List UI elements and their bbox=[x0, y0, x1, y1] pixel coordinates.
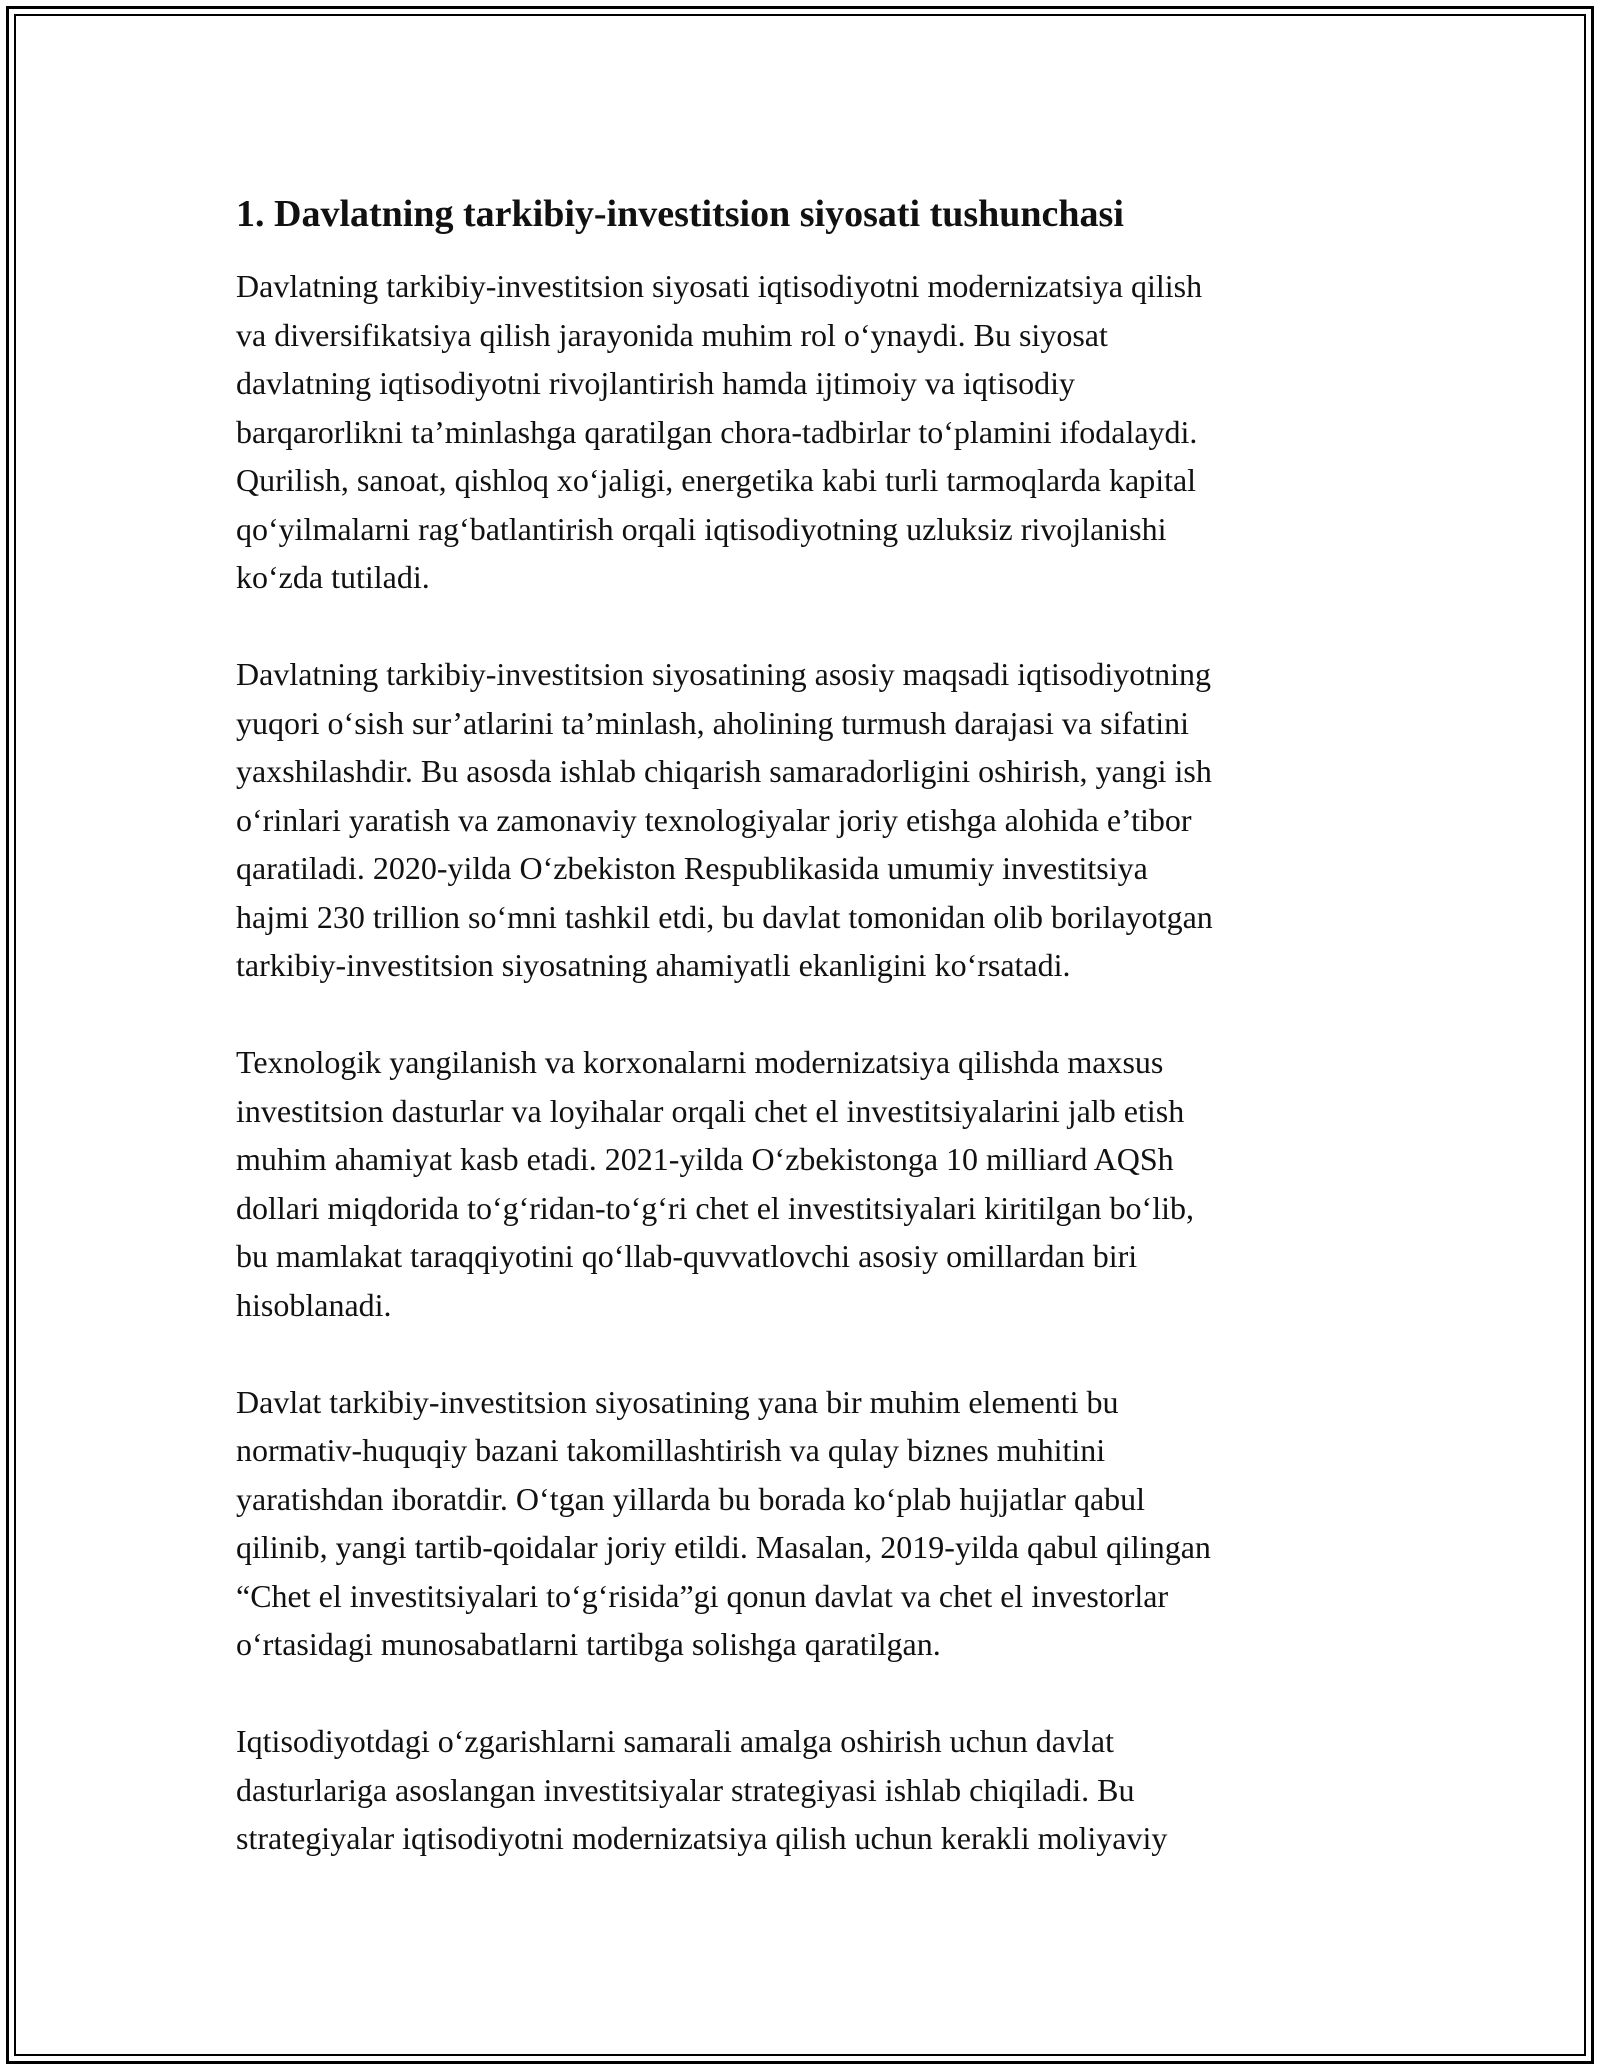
text-line: Qurilish, sanoat, qishloq xo‘jaligi, energetika kabi turli tarmoqlarda kapital bbox=[236, 462, 1197, 498]
paragraph bbox=[236, 650, 1386, 990]
text-line: normativ-huquqiy bazani takomillashtirish va qulay biznes muhitini bbox=[236, 1432, 1106, 1468]
paragraph bbox=[236, 1378, 1386, 1669]
text-line: hajmi 230 trillion so‘mni tashkil etdi, bu davlat tomonidan olib borilayotgan bbox=[236, 898, 1213, 935]
text-line: Davlatning tarkibiy-investitsion siyosati iqtisodiyotni modernizatsiya qilish bbox=[236, 268, 1203, 304]
text-line: yaxshilashdir. Bu asosda ishlab chiqarish samaradorligini oshirish, yangi ish bbox=[236, 753, 1212, 789]
text-line: qaratiladi. 2020-yilda O‘zbekiston Respublikasida umumiy investitsiya bbox=[236, 850, 1148, 886]
text-line: bu mamlakat taraqqiyotini qo‘llab-quvvatlovchi asosiy omillardan biri bbox=[236, 1238, 1138, 1274]
text-line: ko‘zda tutiladi. bbox=[236, 559, 430, 595]
text-line: Texnologik yangilanish va korxonalarni modernizatsiya qilishda maxsus bbox=[236, 1044, 1164, 1080]
text-line: strategiyalar iqtisodiyotni modernizatsiya qilish uchun kerakli moliyaviy bbox=[236, 1820, 1168, 1856]
text-line: dasturlariga asoslangan investitsiyalar strategiyasi ishlab chiqiladi. Bu bbox=[236, 1771, 1135, 1808]
text-line: o‘rinlari yaratish va zamonaviy texnologiyalar joriy etishga alohida e’tibor bbox=[236, 801, 1192, 838]
text-line: qo‘yilmalarni rag‘batlantirish orqali iqtisodiyotning uzluksiz rivojlanishi bbox=[236, 510, 1167, 547]
text-line: “Chet el investitsiyalari to‘g‘risida”gi qonun davlat va chet el investorlar bbox=[236, 1577, 1169, 1614]
text-line: yuqori o‘sish sur’atlarini ta’minlash, aholining turmush darajasi va sifatini bbox=[236, 704, 1189, 741]
document-body bbox=[236, 186, 1386, 1911]
paragraph bbox=[236, 262, 1386, 602]
text-line: dollari miqdorida to‘g‘ridan-to‘g‘ri chet el investitsiyalari kiritilgan bo‘lib, bbox=[236, 1189, 1194, 1226]
paragraph bbox=[236, 1717, 1386, 1863]
text-line: Davlatning tarkibiy-investitsion siyosatining asosiy maqsadi iqtisodiyotning bbox=[236, 656, 1212, 692]
paragraph bbox=[236, 1038, 1386, 1329]
text-line: investitsion dasturlar va loyihalar orqali chet el investitsiyalarini jalb etish bbox=[236, 1092, 1185, 1129]
text-line: va diversifikatsiya qilish jarayonida muhim rol o‘ynaydi. Bu siyosat bbox=[236, 316, 1108, 353]
text-line: muhim ahamiyat kasb etadi. 2021-yilda O‘zbekistonga 10 milliard AQSh bbox=[236, 1141, 1174, 1177]
text-line: o‘rtasidagi munosabatlarni tartibga solishga qaratilgan. bbox=[236, 1626, 941, 1662]
text-line: Davlat tarkibiy-investitsion siyosatining yana bir muhim elementi bu bbox=[236, 1383, 1119, 1420]
text-line: barqarorlikni ta’minlashga qaratilgan chora-tadbirlar to‘plamini ifodalaydi. bbox=[236, 413, 1198, 450]
text-line: davlatning iqtisodiyotni rivojlantirish hamda ijtimoiy va iqtisodiy bbox=[236, 365, 1076, 401]
text-line: Iqtisodiyotdagi o‘zgarishlarni samarali amalga oshirish uchun davlat bbox=[236, 1723, 1114, 1759]
text-line: tarkibiy-investitsion siyosatning ahamiyatli ekanligini ko‘rsatadi. bbox=[236, 947, 1071, 983]
text-line: yaratishdan iboratdir. O‘tgan yillarda bu borada ko‘plab hujjatlar qabul bbox=[236, 1480, 1146, 1517]
section-title: 1. Davlatning tarkibiy-investitsion siyosati tushunchasi bbox=[236, 193, 1124, 235]
text-line: qilinib, yangi tartib-qoidalar joriy etildi. Masalan, 2019-yilda qabul qilingan bbox=[236, 1529, 1211, 1565]
paragraph-list bbox=[236, 262, 1386, 1863]
text-line: hisoblanadi. bbox=[236, 1286, 392, 1323]
